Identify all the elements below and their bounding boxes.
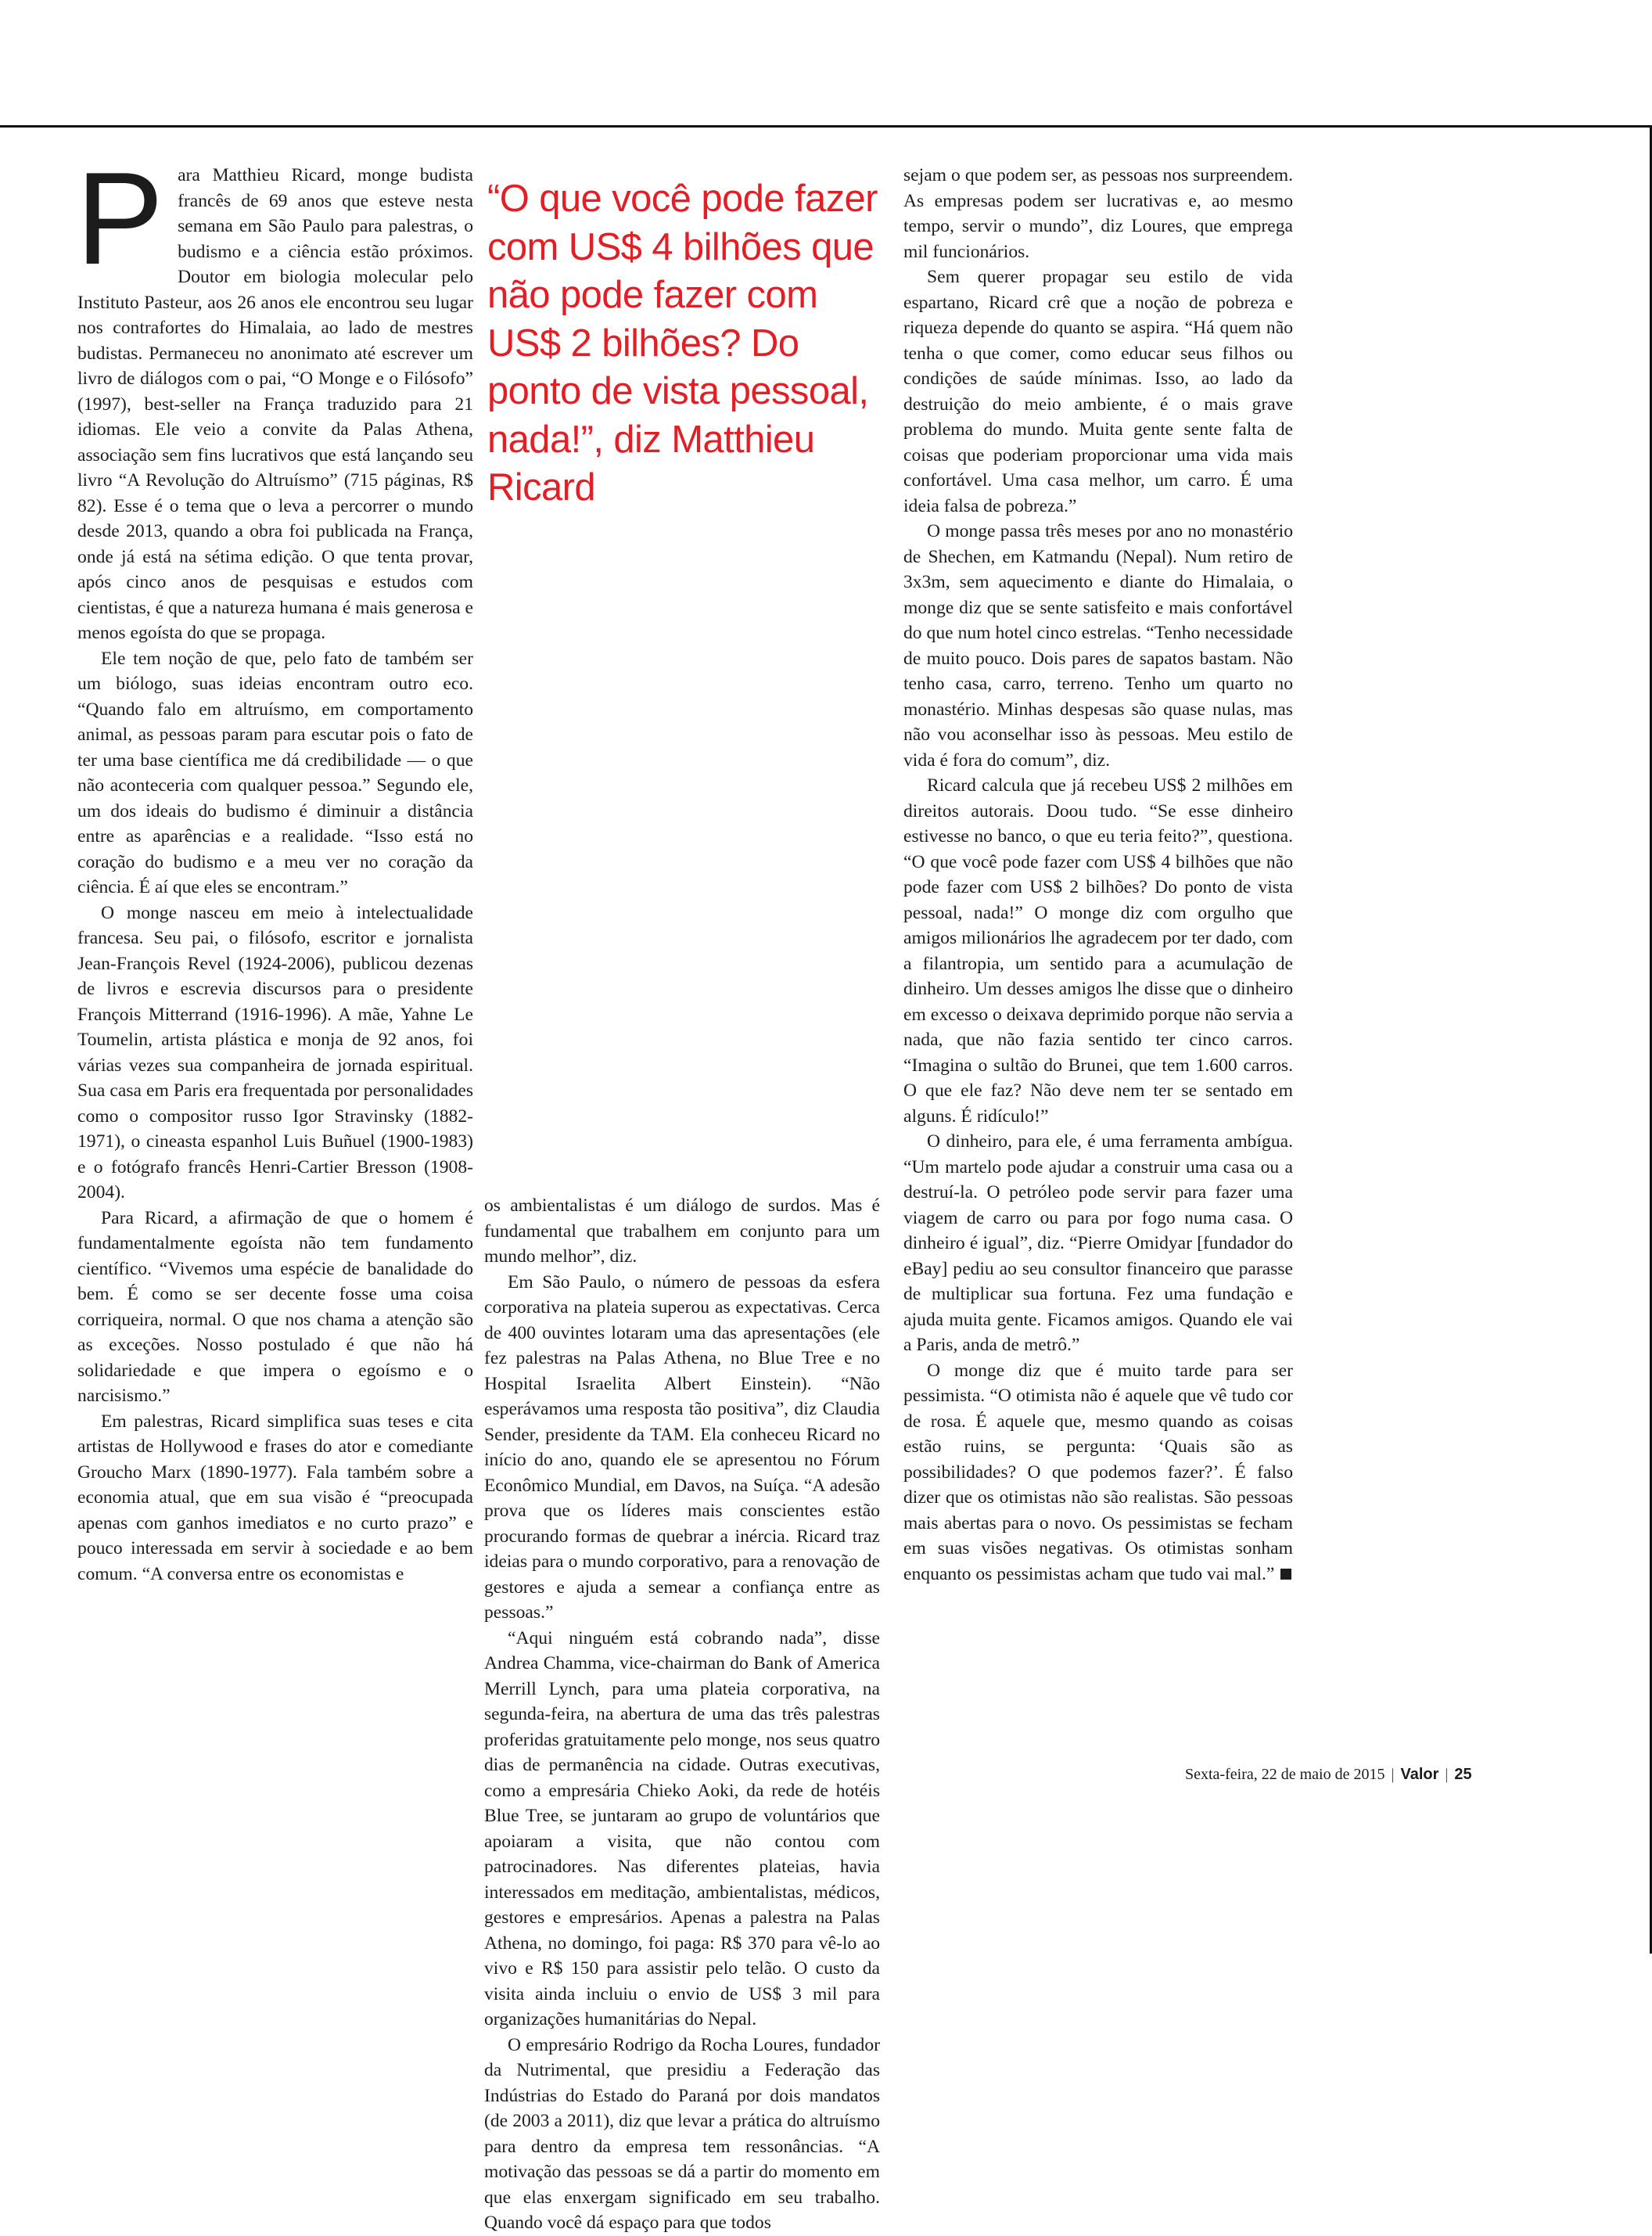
- article-column-2: [484, 1193, 880, 2233]
- article-paragraph: Para Ricard, a afirmação de que o homem é fundamentalmente egoísta não tem fundamento científico. “Vivemos uma espécie de banalidade do bem. É como se ser decente fosse uma coisa corriqueira, normal. O que nos chama a atenção são as exceções. Nosso postulado é que não há solidariedade e que impera o egoísmo e o narcisismo.”: [77, 1207, 473, 1406]
- footer-date: Sexta-feira, 22 de maio de 2015: [1185, 1766, 1385, 1783]
- footer-separator: |: [1391, 1766, 1395, 1783]
- drop-cap: P: [76, 145, 164, 292]
- paragraph-text: O monge diz que é muito tarde para ser pessimista. “O otimista não é aquele que vê tudo cor de rosa. É aquele que, mesmo quando as coisas estão ruins, se pergunta: ‘Quais são as possibilidades? O que podemos fazer?’. É falso dizer que os otimistas não são realistas. São pessoas mais abertas para o novo. Os pessimistas se fecham em suas visões negativas. Os otimistas sonham enquanto os pessimistas acham que tudo vai mal.”: [903, 1360, 1293, 1584]
- article-paragraph: Ricard calcula que já recebeu US$ 2 milhões em direitos autorais. Doou tudo. “Se esse dinheiro estivesse no banco, o que eu teria feito?”, questiona. “O que você pode fazer com US$ 4 bilhões que não pode fazer com US$ 2 bilhões? Do ponto de vista pessoal, nada!” O monge diz com orgulho que amigos milionários lhe agradecem por ter dado, com a filantropia, um sentido para a acumulação de dinheiro. Um desses amigos lhe disse que o dinheiro em excesso o deixava deprimido porque não servia a nada, que não fazia sentido ter cinco carros. “Imagina o sultão do Brunei, que tem 1.600 carros. O que ele faz? Não deve nem ter se sentado em alguns. É ridículo!”: [903, 775, 1293, 1127]
- article-paragraph: Ele tem noção de que, pelo fato de também ser um biólogo, suas ideias encontram outro eco. “Quando falo em altruísmo, em comportamento animal, as pessoas param para escutar pois o fato de ter uma base científica me dá credibilidade — o que não aconteceria com qualquer pessoa.” Segundo ele, um dos ideais do budismo é diminuir a distância entre as aparências e a realidade. “Isso está no coração do budismo e a meu ver no coração da ciência. É aí que eles se encontram.”: [77, 648, 473, 897]
- page-number: 25: [1454, 1766, 1472, 1783]
- article-paragraph: O empresário Rodrigo da Rocha Loures, fundador da Nutrimental, que presidiu a Federação das Indústrias do Estado do Paraná por dois mandatos (de 2003 a 2011), diz que levar a prática do altruísmo para dentro da empresa tem ressonâncias. “A motivação das pessoas se dá a partir do momento em que elas enxergam significado em seu trabalho. Quando você dá espaço para que todos: [484, 2034, 880, 2233]
- article-paragraph: Em São Paulo, o número de pessoas da esfera corporativa na plateia superou as expectativas. Cerca de 400 ouvintes lotaram uma das apresentações (ele fez palestras na Palas Athena, no Blue Tree e no Hospital Israelita Albert Einstein). “Não esperávamos uma resposta tão positiva”, diz Claudia Sender, presidente da TAM. Ela conheceu Ricard no início do ano, quando ele se apresentou no Fórum Econômico Mundial, em Davos, na Suíça. “A adesão prova que os líderes mais conscientes estão procurando formas de quebrar a inércia. Ricard traz ideias para o mundo corporativo, para a renovação de gestores e ajuda a semear a confiança entre as pessoas.”: [484, 1271, 880, 1623]
- article-paragraph: O monge passa três meses por ano no monastério de Shechen, em Katmandu (Nepal). Num retiro de 3x3m, sem aquecimento e diante do Himalaia, o monge diz que se sente satisfeito e mais confortável do que num hotel cinco estrelas. “Tenho necessidade de muito pouco. Dois pares de sapatos bastam. Não tenho casa, carro, terreno. Tenho um quarto no monastério. Minhas despesas são quase nulas, mas não vou aconselhar isso às pessoas. Meu estilo de vida é fora do comum”, diz.: [903, 521, 1293, 771]
- article-paragraph: Em palestras, Ricard simplifica suas teses e cita artistas de Hollywood e frases do ator e comediante Groucho Marx (1890-1977). Fala também sobre a economia atual, que em sua visão é “preocupada apenas com ganhos imediatos e no curto prazo” e pouco interessada em servir à sociedade e ao bem comum. “A conversa entre os economistas e: [77, 1411, 473, 1584]
- footer-brand: Valor: [1400, 1766, 1439, 1783]
- end-of-article-square-icon: [1280, 1569, 1291, 1580]
- top-rule: [0, 125, 1651, 128]
- paragraph-text: ara Matthieu Ricard, monge budista francês de 69 anos que esteve nesta semana em São Paulo para palestras, o budismo e a ciência estão próximos. Doutor em biologia molecular pelo Instituto Pasteur, aos 26 anos ele encontrou seu lugar nos contrafortes do Himalaia, ao lado de mestres budistas. Permaneceu no anonimato até escrever um livro de diálogos com o pai, “O Monge e o Filósofo” (1997), best-seller na França traduzido para 21 idiomas. Ele veio a convite da Palas Athena, associação sem fins lucrativos que está lançando seu livro “A Revolução do Altruísmo” (715 páginas, R$ 82). Esse é o tema que o leva a percorrer o mundo desde 2013, quando a obra foi publicada na França, onde já está na sétima edição. O que tenta provar, após cinco anos de pesquisas e estudos com cientistas, é que a natureza humana é mais generosa e menos egoísta do que se propaga.: [77, 165, 473, 643]
- article-paragraph: “Aqui ninguém está cobrando nada”, disse Andrea Chamma, vice-chairman do Bank of America Merrill Lynch, para uma plateia corporativa, na segunda-feira, na abertura de uma das três palestras proferidas gratuitamente pelo monge, nos seus quatro dias de permanência na cidade. Outras executivas, como a empresária Chieko Aoki, da rede de hotéis Blue Tree, se juntaram ao grupo de voluntários que apoiaram a visita, que não contou com patrocinadores. Nas diferentes plateias, havia interessados em meditação, ambientalistas, médicos, gestores e empresários. Apenas a palestra na Palas Athena, no domingo, foi paga: R$ 370 para vê-lo ao vivo e R$ 150 para assistir pelo telão. O custo da visita ainda incluiu o envio de US$ 3 mil para organizações humanitárias do Nepal.: [484, 1627, 880, 2029]
- pull-quote: “O que você pode fazer com US$ 4 bilhões que não pode fazer com US$ 2 bilhões? Do ponto de vista pessoal, nada!”, diz Matthieu Ricard: [487, 178, 878, 509]
- article-paragraph: os ambientalistas é um diálogo de surdos. Mas é fundamental que trabalhem em conjunto para um mundo melhor”, diz.: [484, 1195, 880, 1267]
- footer-separator: |: [1445, 1766, 1449, 1783]
- article-paragraph: O monge nasceu em meio à intelectualidade francesa. Seu pai, o filósofo, escritor e jornalista Jean-François Revel (1924-2006), publicou dezenas de livros e escrevia discursos para o presidente François Mitterrand (1916-1996). A mãe, Yahne Le Toumelin, artista plástica e monja de 92 anos, foi várias vezes sua companheira de jornada espiritual. Sua casa em Paris era frequentada por personalidades como o compositor russo Igor Stravinsky (1882-1971), o cineasta espanhol Luis Buñuel (1900-1983) e o fotógrafo francês Henri-Cartier Bresson (1908-2004).: [77, 902, 473, 1202]
- article-column-3: [903, 163, 1293, 1735]
- article-paragraph: [903, 1358, 1293, 1587]
- article-column-1: [76, 145, 473, 1735]
- article-paragraph: [76, 145, 473, 646]
- page-footer: [1185, 1766, 1498, 1784]
- article-paragraph: sejam o que podem ser, as pessoas nos surpreendem. As empresas podem ser lucrativas e, ao mesmo tempo, servir o mundo”, diz Loures, que emprega mil funcionários.: [903, 165, 1293, 262]
- article-paragraph: Sem querer propagar seu estilo de vida espartano, Ricard crê que a noção de pobreza e riqueza depende do quanto se aspira. “Há quem não tenha o que comer, como educar seus filhos ou condições de saúde mínimas. Isso, ao lado da destruição do meio ambiente, é o mais grave problema do mundo. Muita gente sente falta de coisas que poderiam proporcionar uma vida mais confortável. Uma casa melhor, um carro. É uma ideia falsa de pobreza.”: [903, 267, 1293, 516]
- article-paragraph: O dinheiro, para ele, é uma ferramenta ambígua. “Um martelo pode ajudar a construir uma casa ou a destruí-la. O petróleo pode servir para fazer uma viagem de carro ou para por fogo numa casa. O dinheiro é igual”, diz. “Pierre Omidyar [fundador do eBay] pediu ao seu consultor financeiro que parasse de multiplicar sua fortuna. Fez uma fundação e ajuda muita gente. Ficamos amigos. Quando ele vai a Paris, anda de metrô.”: [903, 1131, 1293, 1355]
